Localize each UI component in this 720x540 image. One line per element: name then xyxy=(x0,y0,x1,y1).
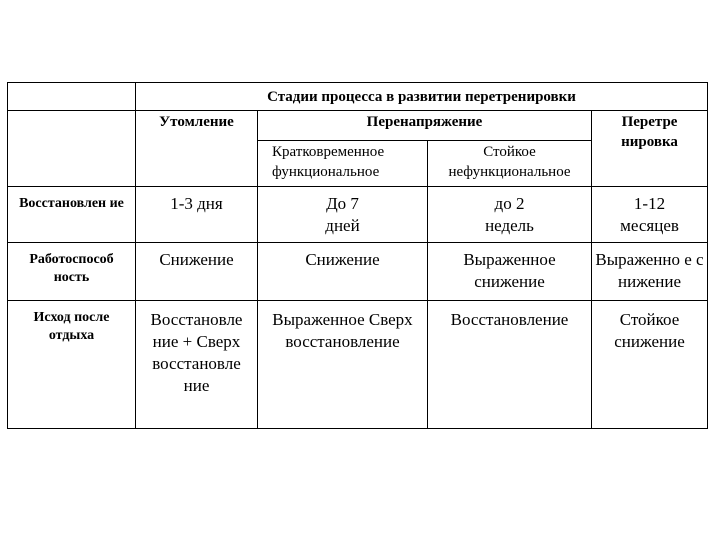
cell-recovery-persistent: до 2 недель xyxy=(428,187,592,243)
header-short-term: Кратковременное функциональное xyxy=(258,141,428,187)
cell-outcome-persistent: Восстановление xyxy=(428,301,592,429)
row-label-performance: Работоспособ ность xyxy=(8,243,136,301)
cell-outcome-short-term: Выраженное Сверх восстановление xyxy=(258,301,428,429)
title-row xyxy=(8,83,708,111)
cell-performance-persistent: Выраженное снижение xyxy=(428,243,592,301)
header-overtraining: Перетре нировка xyxy=(592,111,708,187)
cell-performance-short-term: Снижение xyxy=(258,243,428,301)
header-overstrain: Перенапряжение xyxy=(258,111,592,141)
cell-performance-overtraining: Выраженно е снижение xyxy=(592,243,708,301)
cell-recovery-fatigue: 1-3 дня xyxy=(136,187,258,243)
header-persistent: Стойкое нефункциональное xyxy=(428,141,592,187)
cell-recovery-overtraining: 1-12 месяцев xyxy=(592,187,708,243)
row-label-outcome: Исход после отдыха xyxy=(8,301,136,429)
table-title: Стадии процесса в развитии перетренировки xyxy=(136,83,708,111)
header-fatigue: Утомление xyxy=(136,111,258,187)
row-label-recovery: Восстановлен ие xyxy=(8,187,136,243)
table-row xyxy=(8,187,708,243)
header-row-1 xyxy=(8,111,708,141)
empty-corner-cell xyxy=(8,111,136,187)
overtraining-stages-table xyxy=(7,82,708,429)
cell-recovery-short-term: До 7 дней xyxy=(258,187,428,243)
cell-performance-fatigue: Снижение xyxy=(136,243,258,301)
cell-outcome-fatigue: Восстановле ние + Сверх восстановле ние xyxy=(136,301,258,429)
cell-outcome-overtraining: Стойкое снижение xyxy=(592,301,708,429)
table-row xyxy=(8,243,708,301)
table-row xyxy=(8,301,708,429)
